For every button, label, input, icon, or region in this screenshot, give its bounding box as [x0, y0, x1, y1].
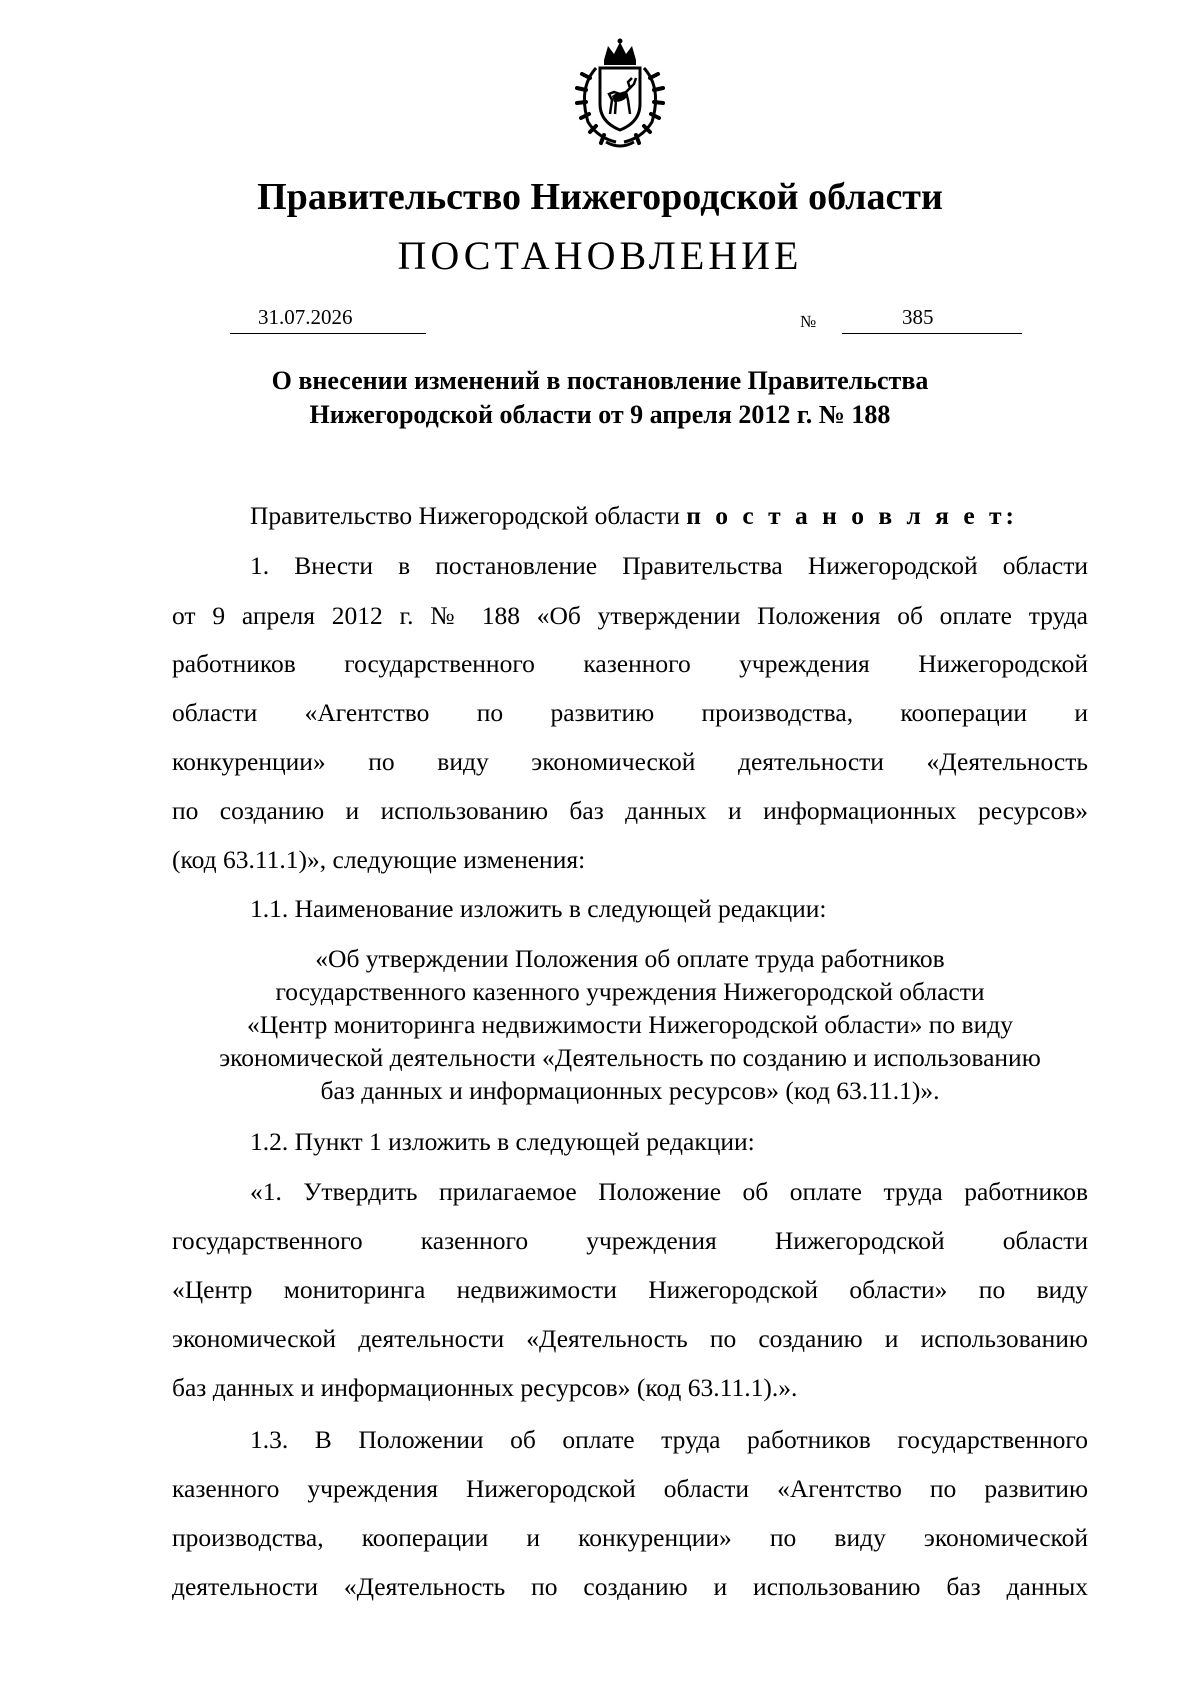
organization-title: Правительство Нижегородской области — [257, 176, 943, 218]
quote-line: государственного казенного учреждения Нижегородской области — [172, 1226, 1088, 1255]
quote-line: баз данных и информационных ресурсов» (код 63.11.1).». — [172, 1373, 798, 1402]
paragraph-line: по созданию и использованию баз данных и информационных ресурсов» — [172, 796, 1088, 825]
number-sign: № — [800, 312, 817, 331]
coat-of-arms-icon — [560, 38, 680, 150]
quote-line: «Центр мониторинга недвижимости Нижегородской области» по виду — [247, 1010, 1013, 1039]
number-field — [842, 303, 1022, 334]
preamble-decree-word: п о с т а н о в л я е т: — [686, 501, 1019, 530]
date-field — [230, 303, 426, 334]
document-subject — [0, 364, 1200, 432]
paragraph-line: от 9 апреля 2012 г. № 188 «Об утверждении Положения об оплате труда — [172, 601, 1088, 630]
document-date: 31.07.2026 — [258, 305, 353, 329]
paragraph-line: конкуренции» по виду экономической деятельности «Деятельность — [172, 747, 1088, 776]
paragraph-line: деятельности «Деятельность по созданию и использованию баз данных — [172, 1572, 1088, 1601]
subject-line: Нижегородской области от 9 апреля 2012 г. № 188 — [309, 400, 891, 429]
paragraph-1-2: 1.2. Пункт 1 изложить в следующей редакции: — [250, 1127, 755, 1156]
document-type: ПОСТАНОВЛЕНИЕ — [397, 233, 803, 278]
quote-line: государственного казенного учреждения Нижегородской области — [275, 977, 985, 1006]
document-number: 385 — [902, 305, 934, 329]
paragraph-line: 1.3. В Положении об оплате труда работников государственного — [250, 1425, 1088, 1454]
paragraph-1-1: 1.1. Наименование изложить в следующей редакции: — [250, 894, 827, 923]
subject-line: О внесении изменений в постановление Правительства — [271, 366, 929, 395]
paragraph-line: (код 63.11.1)», следующие изменения: — [172, 845, 586, 874]
quote-line: «Об утверждении Положения об оплате труда работников — [315, 944, 945, 973]
preamble — [250, 500, 1090, 532]
paragraph-line: области «Агентство по развитию производства, кооперации и — [172, 698, 1088, 727]
quote-line: баз данных и информационных ресурсов» (код 63.11.1)». — [320, 1076, 940, 1105]
quote-line: экономической деятельности «Деятельность по созданию и использованию — [219, 1043, 1041, 1072]
paragraph-line: казенного учреждения Нижегородской области «Агентство по развитию — [172, 1474, 1088, 1503]
paragraph-line: 1. Внести в постановление Правительства Нижегородской области — [250, 551, 1088, 580]
preamble-text: Правительство Нижегородской области — [250, 501, 680, 530]
quote-line: «1. Утвердить прилагаемое Положение об оплате труда работников — [250, 1177, 1088, 1206]
quote-line: экономической деятельности «Деятельность по созданию и использованию — [172, 1324, 1088, 1353]
quote-line: «Центр мониторинга недвижимости Нижегородской области» по виду — [172, 1275, 1088, 1304]
paragraph-line: работников государственного казенного учреждения Нижегородской — [172, 649, 1088, 678]
paragraph-line: производства, кооперации и конкуренции» по виду экономической — [172, 1523, 1088, 1552]
